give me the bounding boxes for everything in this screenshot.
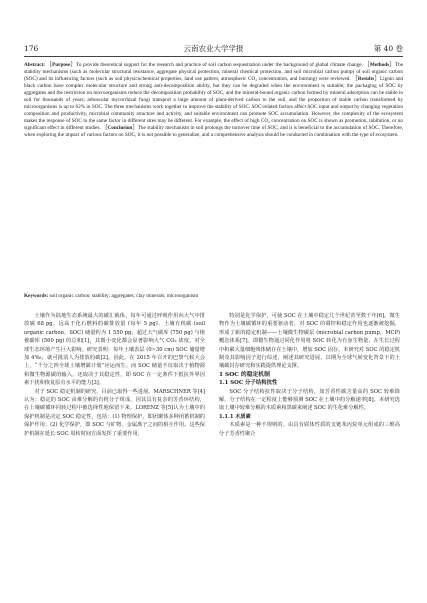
section-1-1-paragraph: SOC 分子结构抗性取决于分子结构，如芳香性碳含量高的 SOC 较难降解，分子结构在一定程度上能够预测 SOC 在土壤中的分解速率[8]。本研究选取土壤中较难分解的木质素和黑碳来阐述 SOC 的生化难分解性。 bbox=[219, 388, 400, 412]
keywords-text: soil organic carbon; stability; aggregates; clay minerals; microorganism bbox=[49, 293, 199, 299]
intro-paragraph-1: 土壤作为陆地生态系统最大的碳汇载体，每年可通过呼吸作用向大气中排放碳 68 pg，远高于化石燃料的碳排放量 (每年 5 pg)，土壤有机碳 (soil organic carbon，SOC) 储量约为 1 550 pg，超过大气碳库 (750 pg) 与植被碳库 (560 pg) 的总和[1]，其微小变化都会显著影响大气 CO₂ 浓度，对全球生态环境产生巨大影响。研究表明：每年土壤表层 (0~30 cm) SOC 储量增加 4‰，就可抵消人为排放的碳[2]。因此，在 2015 年召开的巴黎气候大会上，“千分之四全球土壤增碳计划”应运而生。而 SOC 储量不仅取决于植物源和微生物源碳的输入，还取决于其稳定性，即 SOC 在一定条件下抵抗外界因素干扰和恢复原有水平的能力[3]。 bbox=[24, 313, 205, 387]
results-label: ［Results］ bbox=[352, 75, 381, 82]
intro-paragraph-2: 对于 SOC 稳定机制的研究，目前已取得一些进展。MARSCHNER 等[4]认为：稳定的 SOC 由难分解的有机分子组成，因其具有复杂的芳香环结构，在土壤碳循环同转过程中被选择性地保留下来。LORENZ 等[5]认为土壤中的保护机制是决定 SOC 稳定性，包括：(1) 物理保护，即团聚体多种闭蓄机制的保护作用；(2) 化学保护，即 SOC 与矿物、金属离子之间的相互作用。这些保护机制在延长 SOC 周转时间方面发挥了重要作用， bbox=[24, 388, 205, 437]
section-1-1-1-paragraph: 木质素是一种不规则的、由具有联体性质的支链苯丙烷单元组成的三维高分子芳香性聚合 bbox=[219, 422, 400, 437]
header-rule bbox=[24, 56, 403, 57]
conclusion-label: ［Conclusion］ bbox=[102, 124, 138, 131]
abstract-block bbox=[24, 62, 403, 138]
section-heading-1-1: 1.1 SOC 分子结构抗性 bbox=[219, 380, 278, 387]
section-heading-1-1-1: 1.1.1 木质素 bbox=[219, 413, 251, 420]
keywords-label: Keywords: bbox=[24, 293, 49, 299]
methods-text: The stability mechanisms (such as molecular structural resistance, aggregate physical protection, mineral chemical protection, and soil microbial carbon pump) of soil organic carbon (SOC) and its influencing factors (such as soil physicochemical properties, land use pattern, atmospheric CO₂ concentration, and burning) were reviewed. bbox=[24, 62, 404, 82]
running-header bbox=[24, 44, 403, 54]
section-heading-1: 1 SOC 的稳定机制 bbox=[219, 371, 270, 378]
page-number: 176 bbox=[24, 44, 39, 53]
conclusion-text: The stability mechanism in soil prolongs the turnover time of SOC, and it is beneficial to the accumulation of SOC. Therefore, when exploring the impact of various factors on SOC, it is not possible to generalize, and a comprehensive analysis should be conducted in combination with the type of ecosystem. bbox=[24, 124, 403, 138]
results-text: Lignin and black carbon have complex molecular structure and strong anti-decomposition ability, but they can be degraded when the environment is suitable; the packaging of SOC by aggregates and the restriction on microorganisms reduce the decomposition probability of SOC, and the mineral-bound organic carbon formed by mineral adsorption can be stable in soil for thousands of years; arbuscular mycorrhizal fungi transport a large amount of plant-derived carbon to the soil, and the proportion of stable carbon transformed by microorganisms is up to 62% in SOC. The three mechanisms work together to improve the stability of SOC. SOC-related factors affect SOC input and output by changing vegetation composition and productivity, microbial community structure and activity, and suitable environment can promote SOC accumulation. However, the complexity of the ecosystem makes the response of SOC to the same factor in different sites may be different. For example, the effect of high CO₂ concentration on SOC is shown as promotion, inhibition, or no significant effect in different studies. bbox=[24, 75, 404, 131]
volume-label: 第 40 卷 bbox=[373, 44, 403, 53]
journal-name: 云南农业大学学报 bbox=[183, 44, 244, 53]
intro-paragraph-3: 特别是化学保护，可使 SOC 在土壤中稳定几个世纪甚至数千年[6]。微生物作为土壤碳循环的重要驱动者，对 SOC 的调控和稳定作用也逐渐被挖掘，形成了新的稳定机制——土壤微生物碳泵 (microbial carbon pump，MCP) 概念体系[7]。即微生物通过同化作用将 SOC 转化为自身生物量，在生长过程中积累大量细胞残体储存在土壤中，增加 SOC 固存。本研究对 SOC 的稳定机制及其影响因子进行综述，阐述其研究进展，以期为全球气候变化背景下的土壤碳封存研究和实践提供理论支撑。 bbox=[219, 313, 400, 370]
purpose-text: To provide theoretical support for the research and practice of soil carbon sequestration under the background of global climate change. bbox=[76, 62, 363, 68]
keywords-block bbox=[24, 293, 403, 300]
left-column bbox=[24, 312, 205, 438]
methods-label: ［Methods］ bbox=[364, 62, 395, 68]
right-column bbox=[219, 312, 400, 438]
abstract-label: Abstract: bbox=[24, 62, 46, 68]
purpose-label: ［Purpose］ bbox=[46, 62, 77, 68]
